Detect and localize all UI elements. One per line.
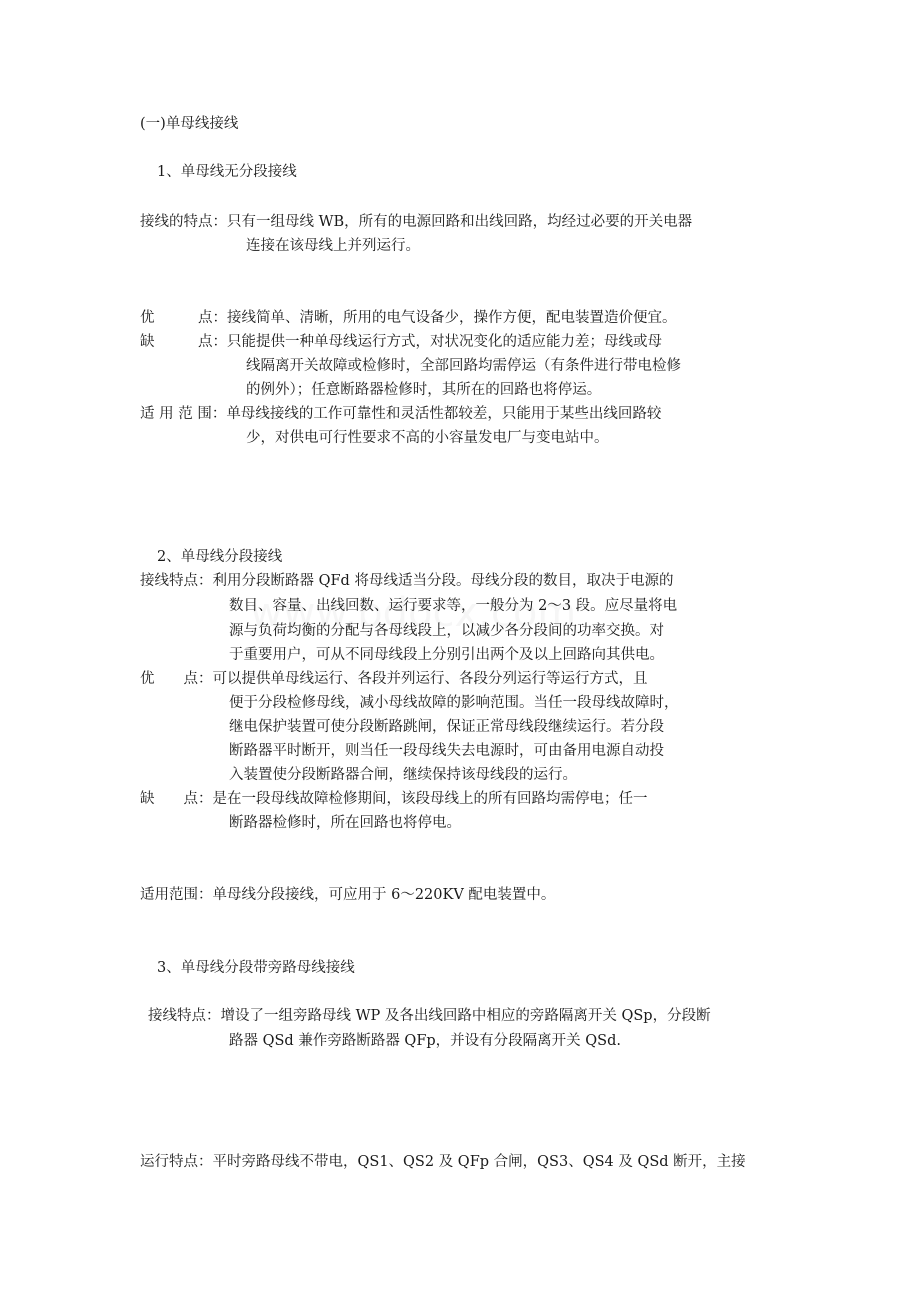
text-line: 2、单母线分段接线 <box>157 549 283 565</box>
text-line: 断路器平时断开，则当任一段母线失去电源时，可由备用电源自动投 <box>229 743 664 759</box>
text-line: 数目、容量、出线回数、运行要求等，一般分为 2～3 段。应尽量将电 <box>229 598 678 614</box>
text-line: 运行特点：平时旁路母线不带电，QS1、QS2 及 QFp 合闸，QS3、QS4 及 QSd 断开，主接 <box>140 1154 746 1170</box>
text-line: 1、单母线无分段接线 <box>157 164 297 180</box>
text-line: 断路器检修时，所在回路也将停电。 <box>229 815 461 831</box>
text-line: 连接在该母线上并列运行。 <box>246 238 420 254</box>
text-line: 缺 点：是在一段母线故障检修期间，该段母线上的所有回路均需停电；任一 <box>140 791 648 807</box>
text-line: 继电保护装置可使分段断路跳闸，保证正常母线段继续运行。若分段 <box>229 719 664 735</box>
text-line: 接线特点：利用分段断路器 QFd 将母线适当分段。母线分段的数目，取决于电源的 <box>140 573 674 589</box>
text-line: 少，对供电可行性要求不高的小容量发电厂与变电站中。 <box>246 430 609 446</box>
text-line: 便于分段检修母线，减小母线故障的影响范围。当任一段母线故障时， <box>229 695 679 711</box>
text-line: 缺 点：只能提供一种单母线运行方式，对状况变化的适应能力差；母线或母 <box>140 334 662 350</box>
text-line: 接线的特点：只有一组母线 WB，所有的电源回路和出线回路，均经过必要的开关电器 <box>140 214 693 230</box>
text-line: 路器 QSd 兼作旁路断路器 QFp，并设有分段隔离开关 QSd. <box>229 1033 621 1049</box>
text-line: 线隔离开关故障或检修时，全部回路均需停运（有条件进行带电检修 <box>246 358 681 374</box>
text-line: 优 点：接线简单、清晰，所用的电气设备少，操作方便，配电装置造价便宜。 <box>140 310 677 326</box>
text-line: 接线特点：增设了一组旁路母线 WP 及各出线回路中相应的旁路隔离开关 QSp，分段断 <box>148 1008 711 1024</box>
text-line: 适用范围：单母线分段接线，可应用于 6～220KV 配电装置中。 <box>140 887 556 903</box>
text-line: 入装置使分段断路器合闸，继续保持该母线段的运行。 <box>229 767 577 783</box>
text-line: 优 点：可以提供单母线运行、各段并列运行、各段分列运行等运行方式，且 <box>140 671 648 687</box>
text-line: 源与负荷均衡的分配与各母线段上，以减少各分段间的功率交换。对 <box>229 623 664 639</box>
text-line: 于重要用户，可从不同母线段上分别引出两个及以上回路向其供电。 <box>229 647 664 663</box>
text-line: 适 用 范 围：单母线接线的工作可靠性和灵活性都较差，只能用于某些出线回路较 <box>140 406 662 422</box>
text-line: (一)单母线接线 <box>140 116 239 132</box>
text-line: 3、单母线分段带旁路母线接线 <box>157 960 355 976</box>
text-line: 的例外）；任意断路器检修时，其所在的回路也将停运。 <box>246 382 602 398</box>
